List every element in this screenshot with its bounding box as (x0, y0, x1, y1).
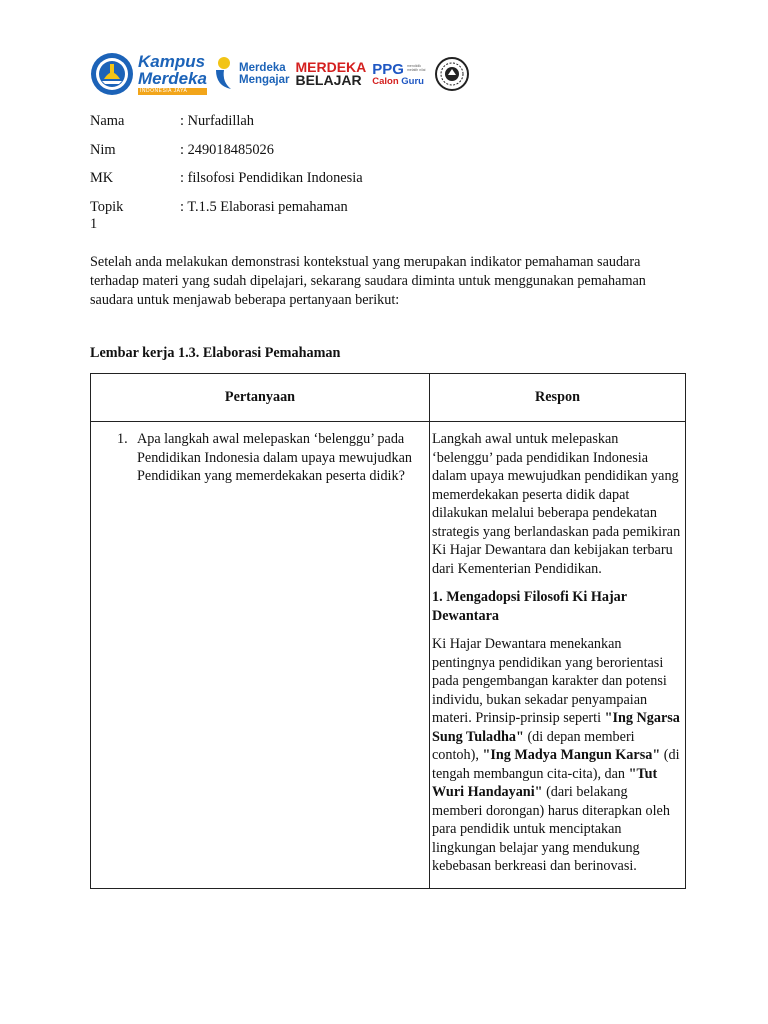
question-item (117, 430, 421, 486)
merdeka-belajar-logo (295, 58, 367, 88)
merdeka-mengajar-logo (213, 56, 290, 92)
principle-2: "Ing Madya Mangun Karsa" (482, 747, 661, 763)
info-value: : filsofosi Pendidikan Indonesia (180, 170, 363, 186)
header-response: Respon (430, 374, 686, 422)
ppg-tagline: mendidik melatih nilai (406, 64, 426, 73)
merdeka-mengajar-icon (213, 56, 235, 92)
worksheet-title: Lembar kerja 1.3. Elaborasi Pemahaman (90, 345, 341, 361)
ppg-calon-guru-logo (372, 62, 429, 87)
indonesia-jaya-text: INDONESIA JAYA (138, 88, 207, 95)
merdeka-mengajar-line2: Mengajar (238, 74, 290, 86)
kampus-text: Kampus (138, 52, 206, 71)
response-heading: 1. Mengadopsi Filosofi Ki Hajar Dewantara (432, 589, 627, 624)
info-value: : T.1.5 Elaborasi pemahaman (180, 198, 348, 215)
header-logos (90, 48, 469, 100)
info-label: Nama (90, 113, 125, 129)
principle-3: "Tut Wuri Handayani" (432, 765, 658, 800)
response-text: (di depan memberi contoh), (432, 728, 635, 763)
guru-text: Guru (401, 75, 424, 87)
university-seal-icon (435, 57, 469, 91)
header-question: Pertanyaan (91, 374, 430, 422)
calon-text: Calon (372, 75, 399, 87)
merdeka-belajar-line2: BELAJAR (295, 72, 362, 88)
response-text: (dari belakang memberi dorongan) harus diterapkan oleh para pendidik untuk menciptakan lingkungan belajar yang mendukung kebebasan berkreasi dan berinovasi. (432, 784, 670, 874)
response-paragraph-1: Langkah awal untuk melepaskan ‘belenggu’ pada pendidikan Indonesia dalam upaya mewujudkan pendidikan yang memerdekakan peserta didik dapat dilakukan melalui beberapa pendekatan strategis yang berlandaskan pada pemikiran Ki Hajar Dewantara dan kebijakan terbaru dari Kementerian Pendidikan. (432, 431, 681, 577)
response-paragraph-2 (432, 635, 681, 876)
question-number: 1. (117, 431, 128, 447)
merdeka-belajar-line1: MERDEKA (295, 58, 367, 75)
info-label: Nim (90, 141, 116, 158)
response-cell (430, 422, 686, 889)
info-label: Topik 1 (90, 198, 124, 232)
question-cell (91, 422, 430, 889)
info-label: MK (90, 170, 114, 186)
info-value: : 249018485026 (180, 141, 274, 158)
merdeka-mengajar-line1: Merdeka (238, 61, 286, 74)
kemdikbud-emblem-icon (90, 52, 134, 96)
intro-paragraph: Setelah anda melakukan demonstrasi kontekstual yang merupakan indikator pemahaman saudara terhadap materi yang sudah dipelajari, sekarang saudara diminta untuk menggunakan pemahaman saudara untuk menjawab beberapa pertanyaan berikut: (90, 254, 646, 308)
info-value: : Nurfadillah (180, 113, 254, 129)
question-text: Apa langkah awal melepaskan ‘belenggu’ pada Pendidikan Indonesia dalam upaya mewujudkan Pendidikan yang memerdekakan peserta didik? (137, 431, 413, 484)
response-text: Ki Hajar Dewantara menekankan pentingnya pendidikan yang berorientasi pada pengembangan karakter dan potensi individu, bukan sekadar penyampaian materi. Prinsip-prinsip seperti (432, 636, 667, 726)
principle-1: "Ing Ngarsa Sung Tuladha" (432, 710, 680, 745)
table-row (91, 422, 686, 889)
table-header-row (91, 374, 686, 422)
kampus-merdeka-logo (90, 52, 207, 96)
worksheet-table (90, 373, 686, 889)
response-text: (di tengah membangun cita-cita), dan (432, 747, 680, 782)
merdeka-text: Merdeka (138, 69, 207, 88)
ppg-text: PPG (372, 60, 404, 78)
